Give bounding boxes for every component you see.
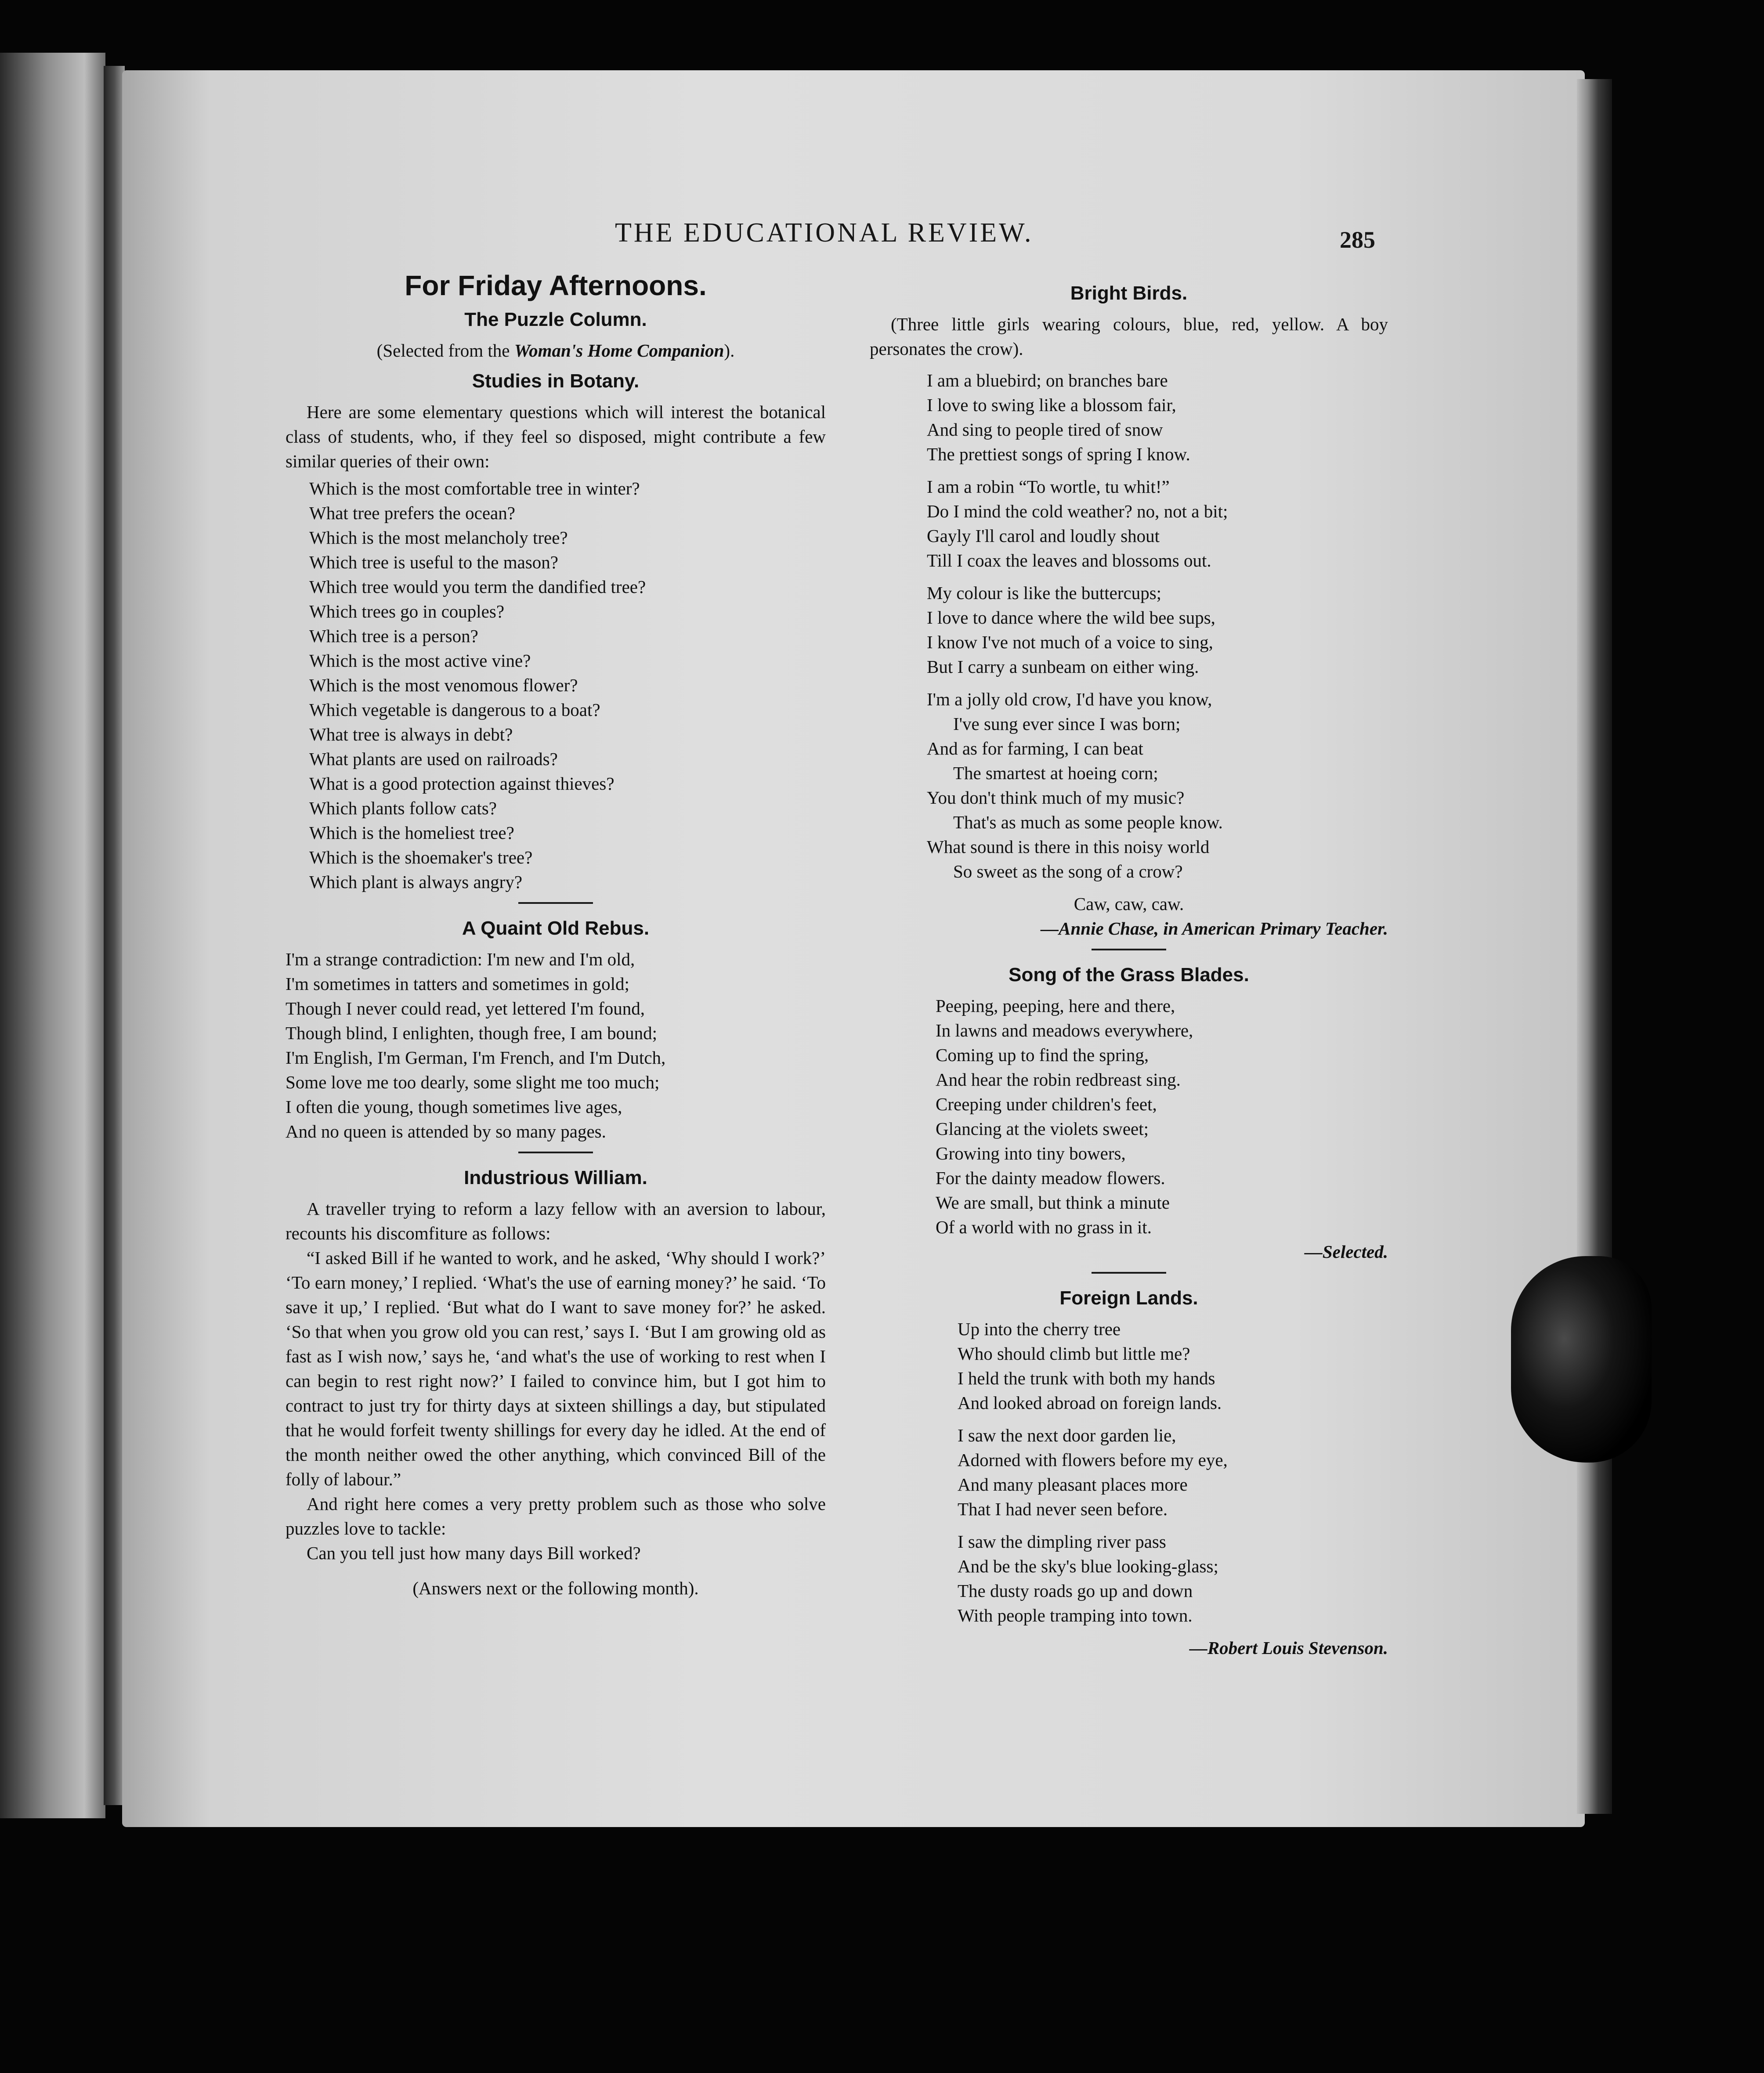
- poem-line: What sound is there in this noisy world: [927, 837, 1210, 857]
- botany-question: Which is the most active vine?: [309, 650, 531, 671]
- poem-line: Peeping, peeping, here and there,: [936, 996, 1175, 1016]
- poem-line: I am a robin “To wortle, tu whit!”: [927, 477, 1170, 497]
- poem-line: With people tramping into town.: [958, 1605, 1193, 1625]
- poem-stanza: [927, 687, 1388, 884]
- section-rule: [1092, 949, 1166, 950]
- poem-stanza: [958, 1423, 1388, 1521]
- poem-line: I saw the next door garden lie,: [958, 1425, 1176, 1445]
- rebus-line: Though blind, I enlighten, though free, I am bound;: [286, 1023, 658, 1043]
- poem-line: And sing to people tired of snow: [927, 419, 1163, 440]
- selected-prefix: (Selected from the: [376, 340, 514, 361]
- rebus-line: I'm sometimes in tatters and sometimes in gold;: [286, 974, 629, 994]
- right-column: [870, 277, 1388, 1761]
- william-paragraph: A traveller trying to reform a lazy fellow with an aversion to labour, recounts his discomfiture as follows:: [286, 1199, 826, 1243]
- selected-source: Woman's Home Companion: [514, 340, 724, 361]
- rebus-poem: [286, 947, 826, 1144]
- poem-line: I'm a jolly old crow, I'd have you know,: [927, 689, 1212, 709]
- birds-credit: —Annie Chase, in American Primary Teacher.: [1041, 918, 1388, 939]
- poem-line: Glancing at the violets sweet;: [936, 1119, 1149, 1139]
- page-number: 285: [1340, 227, 1375, 253]
- poem-line: The dusty roads go up and down: [958, 1581, 1193, 1601]
- poem-line: That I had never seen before.: [958, 1499, 1168, 1519]
- poem-line: The smartest at hoeing corn;: [953, 763, 1158, 783]
- botany-questions: [286, 476, 826, 894]
- poem-stanza: [958, 1317, 1388, 1415]
- rebus-line: Though I never could read, yet lettered I'm found,: [286, 998, 645, 1018]
- section-rule: [518, 902, 593, 904]
- poem-line: The prettiest songs of spring I know.: [927, 444, 1190, 464]
- poem-line: I love to swing like a blossom fair,: [927, 395, 1176, 415]
- birds-title: Bright Birds.: [1070, 282, 1188, 304]
- rebus-line: And no queen is attended by so many pages.: [286, 1121, 606, 1141]
- botany-question: Which tree is a person?: [309, 626, 478, 646]
- poem-line: In lawns and meadows everywhere,: [936, 1020, 1193, 1040]
- poem-stanza: [927, 368, 1388, 466]
- botany-question: What tree is always in debt?: [309, 724, 513, 744]
- poem-line: And many pleasant places more: [958, 1474, 1188, 1495]
- poem-stanza: [958, 1529, 1388, 1628]
- birds-caw-line: Caw, caw, caw.: [1074, 894, 1184, 914]
- poem-line: Gayly I'll carol and loudly shout: [927, 526, 1160, 546]
- rebus-line: Some love me too dearly, some slight me too much;: [286, 1072, 660, 1092]
- running-header: THE EDUCATIONAL REVIEW.: [615, 218, 1034, 248]
- poem-line: My colour is like the buttercups;: [927, 583, 1162, 603]
- poem-line: Creeping under children's feet,: [936, 1094, 1157, 1114]
- poem-line: And hear the robin redbreast sing.: [936, 1069, 1181, 1090]
- william-title: Industrious William.: [464, 1167, 647, 1188]
- lands-credit: —Robert Louis Stevenson.: [1189, 1638, 1388, 1658]
- rebus-line: I'm a strange contradiction: I'm new and I'm old,: [286, 949, 635, 969]
- botany-question: Which tree is useful to the mason?: [309, 552, 558, 572]
- poem-line: Up into the cherry tree: [958, 1319, 1121, 1339]
- rebus-line: I'm English, I'm German, I'm French, and I'm Dutch,: [286, 1047, 666, 1068]
- poem-line: Till I coax the leaves and blossoms out.: [927, 550, 1211, 571]
- main-title: For Friday Afternoons.: [405, 270, 707, 301]
- poem-line: Adorned with flowers before my eye,: [958, 1450, 1228, 1470]
- botany-question: Which vegetable is dangerous to a boat?: [309, 700, 600, 720]
- botany-question: What plants are used on railroads?: [309, 749, 558, 769]
- botany-question: Which plants follow cats?: [309, 798, 497, 818]
- poem-line: You don't think much of my music?: [927, 787, 1185, 808]
- grass-title: Song of the Grass Blades.: [1009, 964, 1249, 986]
- poem-line: So sweet as the song of a crow?: [953, 861, 1183, 881]
- grass-poem: [870, 993, 1388, 1239]
- botany-question: Which tree would you term the dandified tree?: [309, 577, 646, 597]
- botany-title: Studies in Botany.: [472, 370, 640, 392]
- botany-question: Which is the homeliest tree?: [309, 823, 514, 843]
- poem-line: Growing into tiny bowers,: [936, 1143, 1126, 1163]
- birds-poem: [870, 368, 1388, 884]
- poem-line: And looked abroad on foreign lands.: [958, 1393, 1222, 1413]
- poem-line: But I carry a sunbeam on either wing.: [927, 657, 1199, 677]
- botany-question: Which is the shoemaker's tree?: [309, 847, 533, 867]
- selected-from-note: [286, 338, 826, 363]
- botany-question: Which plant is always angry?: [309, 872, 523, 892]
- poem-line: I saw the dimpling river pass: [958, 1531, 1166, 1552]
- poem-line: We are small, but think a minute: [936, 1192, 1170, 1213]
- botany-intro: Here are some elementary questions which will interest the botanical class of students, who, if they feel so disposed, might contribute a few similar queries of their own:: [286, 402, 826, 471]
- william-paragraph: And right here comes a very pretty problem such as those who solve puzzles love to tackle:: [286, 1494, 826, 1538]
- poem-line: Do I mind the cold weather? no, not a bit;: [927, 501, 1228, 521]
- poem-line: Who should climb but little me?: [958, 1343, 1190, 1364]
- birds-intro: (Three little girls wearing colours, blue, red, yellow. A boy personates the crow).: [870, 314, 1388, 359]
- poem-line: And be the sky's blue looking-glass;: [958, 1556, 1218, 1576]
- lands-title: Foreign Lands.: [1059, 1287, 1198, 1309]
- william-question: Can you tell just how many days Bill worked?: [307, 1543, 641, 1563]
- section-rule: [518, 1152, 593, 1153]
- poem-line: Of a world with no grass in it.: [936, 1217, 1152, 1237]
- grass-credit: —Selected.: [1304, 1242, 1388, 1262]
- poem-line: For the dainty meadow flowers.: [936, 1168, 1165, 1188]
- rebus-line: I often die young, though sometimes live ages,: [286, 1097, 622, 1117]
- botany-question: What is a good protection against thieves?: [309, 773, 615, 794]
- poem-stanza: [927, 474, 1388, 573]
- botany-question: Which is the most venomous flower?: [309, 675, 578, 695]
- poem-line: That's as much as some people know.: [953, 812, 1223, 832]
- botany-question: Which trees go in couples?: [309, 601, 505, 621]
- selected-suffix: ).: [724, 340, 735, 361]
- poem-line: Coming up to find the spring,: [936, 1045, 1149, 1065]
- facing-page-edge: [0, 53, 105, 1818]
- answers-note: (Answers next or the following month).: [412, 1578, 699, 1598]
- poem-line: I am a bluebird; on branches bare: [927, 370, 1168, 390]
- poem-stanza: [927, 581, 1388, 679]
- poem-line: I've sung ever since I was born;: [953, 714, 1181, 734]
- botany-question: Which is the most melancholy tree?: [309, 527, 568, 548]
- left-column: [286, 268, 826, 1779]
- puzzle-column-title: The Puzzle Column.: [464, 309, 647, 330]
- poem-line: I love to dance where the wild bee sups,: [927, 607, 1215, 628]
- thumb-holding-page: [1511, 1256, 1652, 1463]
- rebus-title: A Quaint Old Rebus.: [462, 917, 650, 939]
- botany-question: Which is the most comfortable tree in winter?: [309, 478, 640, 498]
- poem-line: I know I've not much of a voice to sing,: [927, 632, 1213, 652]
- botany-question: What tree prefers the ocean?: [309, 503, 515, 523]
- book-gutter: [104, 66, 125, 1805]
- lands-poem: [870, 1317, 1388, 1628]
- william-paragraph: “I asked Bill if he wanted to work, and he asked, ‘Why should I work?’ ‘To earn money,’ I replied. ‘What's the use of earning money?’ he said. ‘To save it up,’ I replied. ‘But what do I want to save money for?’ he asked. ‘So that when you grow old you can rest,’ says I. ‘But I am growing old as fast as I wish now,’ says he, ‘and what's the use of working to rest when I can begin to rest right now?’ I failed to convince him, but I got him to contract to just try for thirty days at sixteen shillings a day, but stipulated that he would forfeit twenty shillings for every day he idled. At the end of the month neither owed the other anything, which convinced Bill of the folly of labour.”: [286, 1248, 826, 1489]
- page-stack-edge: [1577, 79, 1612, 1814]
- poem-line: I held the trunk with both my hands: [958, 1368, 1215, 1388]
- poem-line: And as for farming, I can beat: [927, 738, 1143, 758]
- section-rule: [1092, 1272, 1166, 1274]
